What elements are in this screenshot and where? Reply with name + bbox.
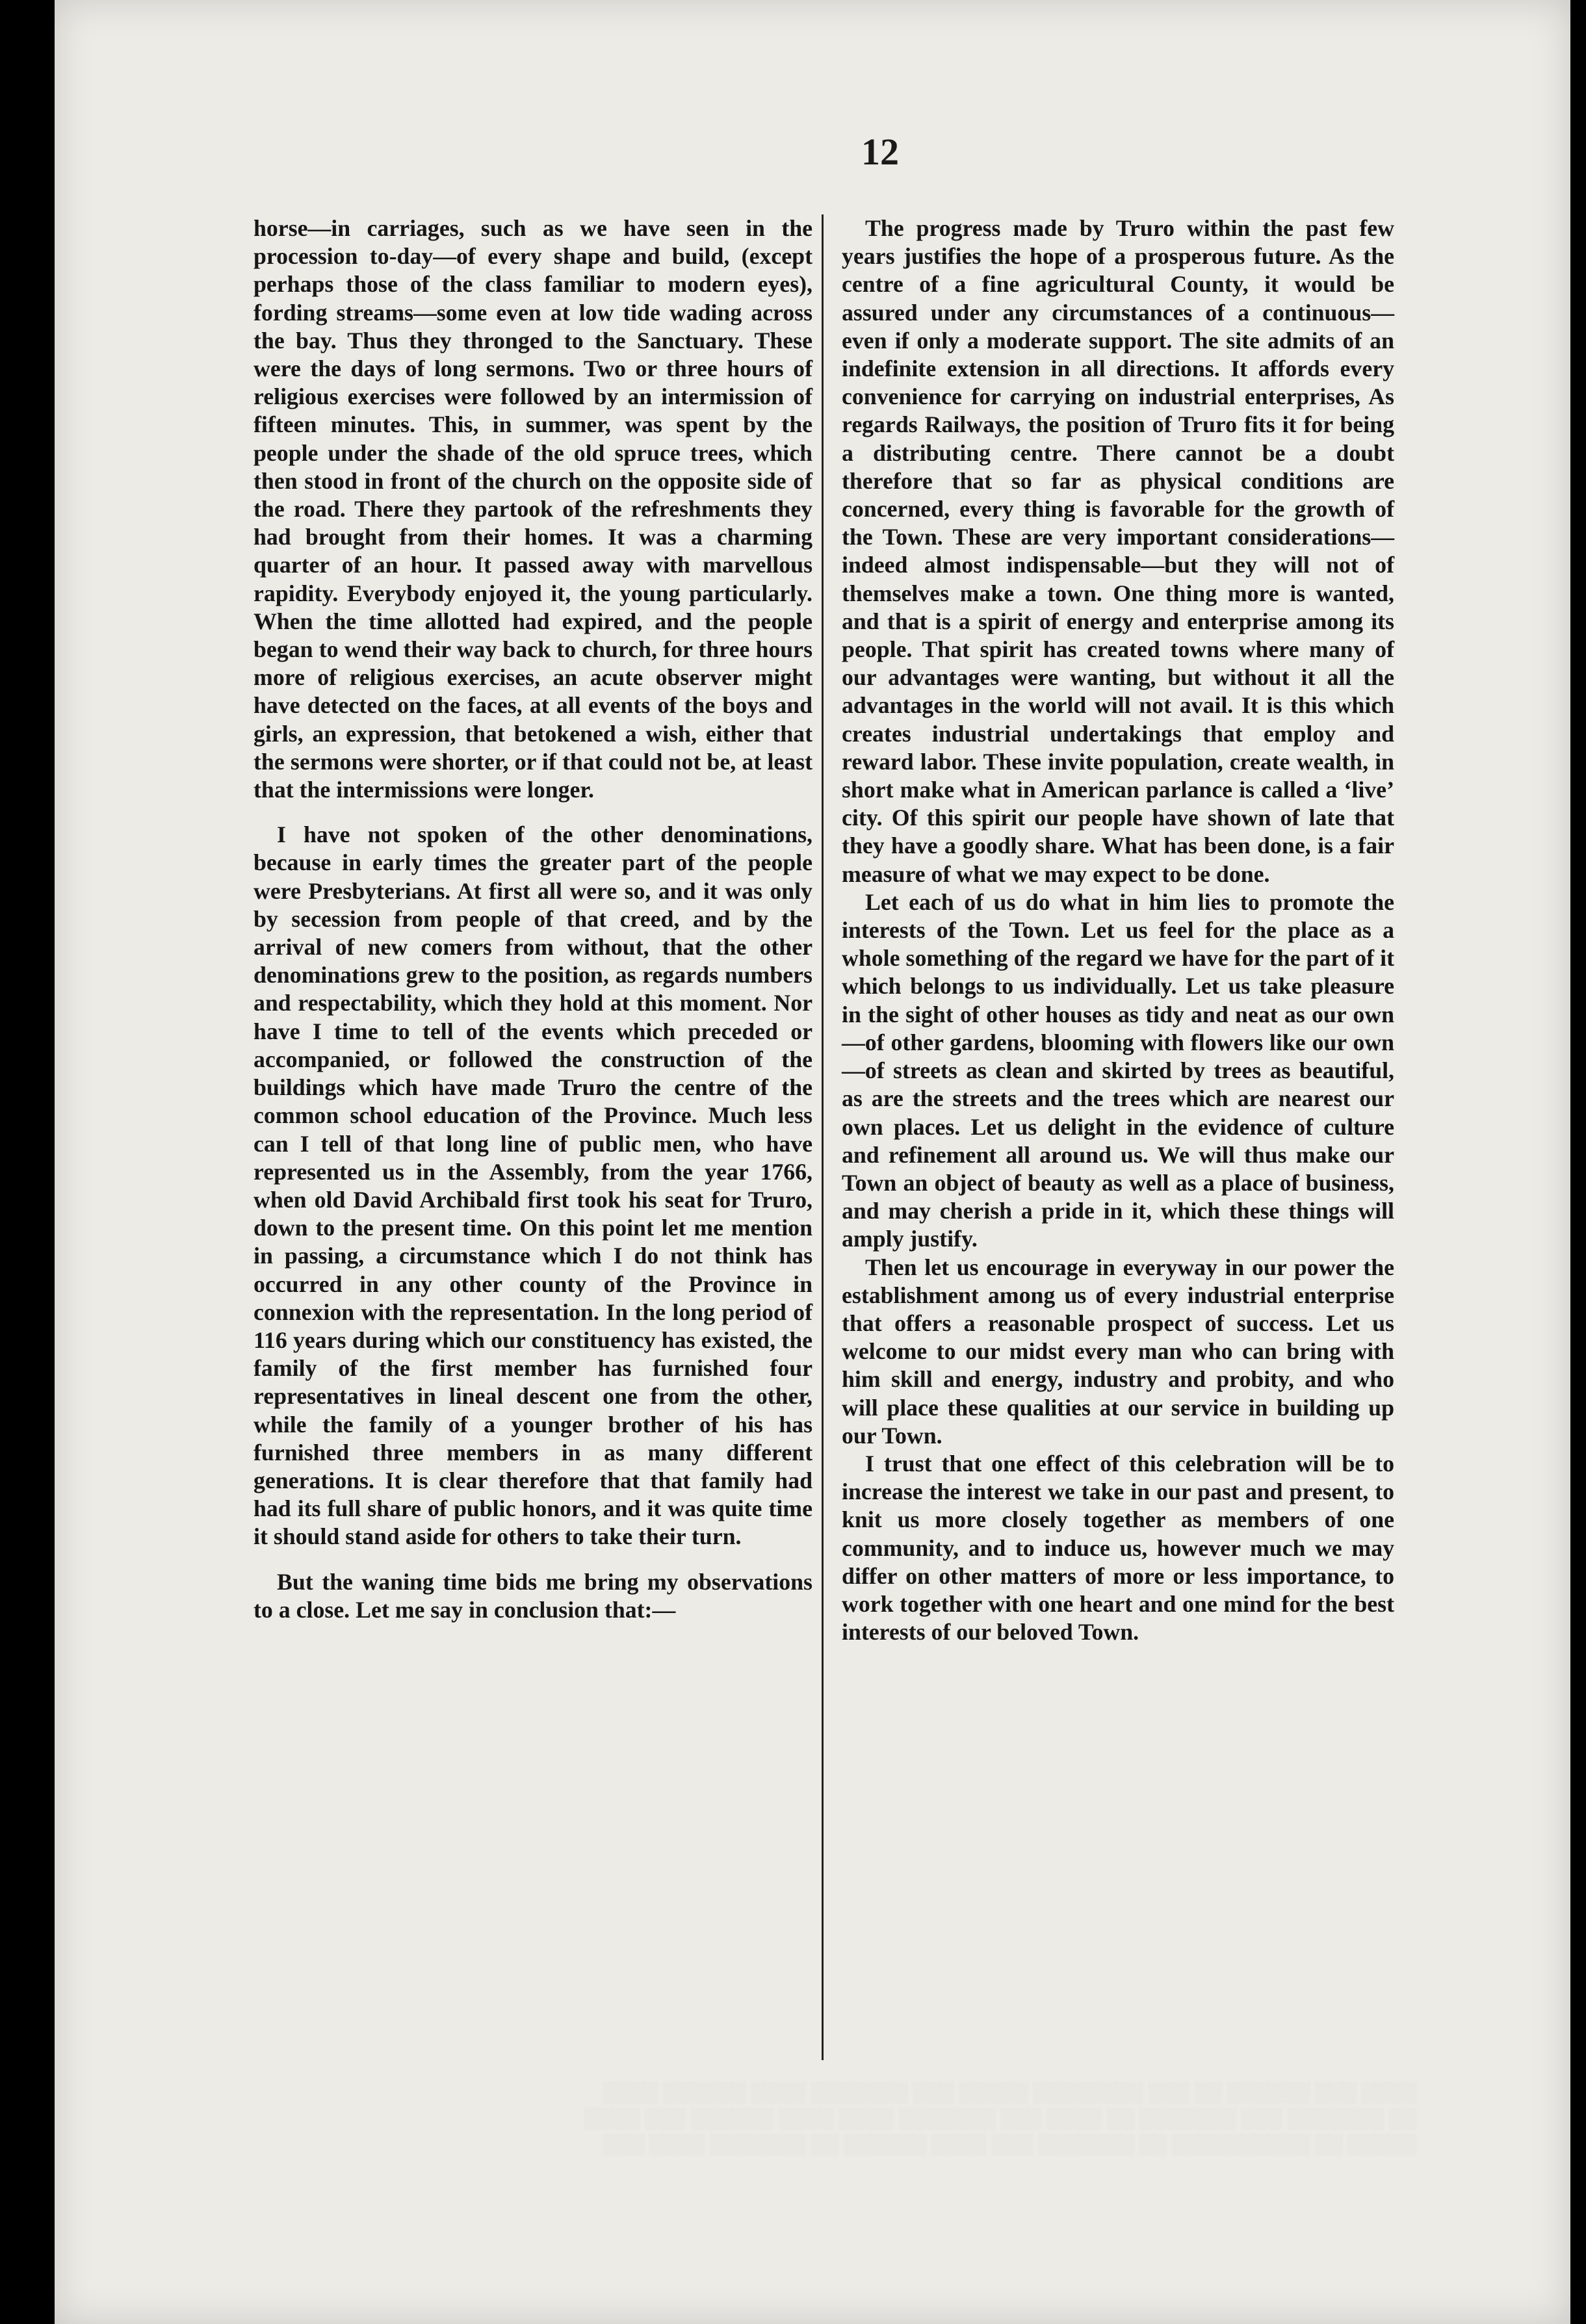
column-divider — [822, 214, 824, 2060]
paragraph: But the waning time bids me bring my observations to a close. Let me say in conclusion that:— — [254, 1568, 812, 1623]
show-through-text: ░░░░ ░░░ ░░░░░░ ░░ ░░░ ░░░░░░░░ ░░░░░ ░░░ ░░░░░░░ ░░░░ ░░░░░░ ░░░░ ░░ ░░░░░░░ ░░░ ░░░░░░░ ░░ ░░░░ ░░░ ░░░░░░░ ░░░░ ░░░░ ░░░░░░ ░░░ ░░░░ ░░░░░ ░░ ░░░░░░░░░░ ░░ ░░░░░░░ ░░░ ░░░░ ░░░░░░ ░░ ░░░░░░░ ░░░░ ░░░ — [584, 2082, 1417, 2155]
paragraph: Then let us encourage in everyway in our power the establishment among us of every industrial enterprise that offers a reasonable prospect of success. Let us welcome to our midst every man who can bring with him skill and energy, industry and probity, and who will place these qualities at our service in building up our Town. — [842, 1254, 1394, 1449]
left-column — [254, 214, 812, 1641]
paragraph: horse—in carriages, such as we have seen in the procession to-day—of every shape and build, (except perhaps those of the class familiar to modern eyes), fording streams—some even at low tide wading across the bay. Thus they thronged to the Sanctuary. These were the days of long sermons. Two or three hours of religious exercises were followed by an intermission of fifteen minutes. This, in summer, was spent by the people under the shade of the old spruce trees, which then stood in front of the church on the opposite side of the road. There they partook of the refreshments they had brought from their homes. It was a charming quarter of an hour. It passed away with marvellous rapidity. Everybody enjoyed it, the young particularly. When the time allotted had expired, and the people began to wend their way back to church, for three hours more of religious exercises, an acute observer might have detected on the faces, at all events of the boys and girls, an expression, that betokened a wish, either that the sermons were shorter, or if that could not be, at least that the intermissions were longer. — [254, 215, 812, 803]
paragraph: Let each of us do what in him lies to promote the interests of the Town. Let us feel for the place as a whole something of the regard we have for the part of it which belongs to us individually. Let us take pleasure in the sight of other houses as tidy and neat as our own—of other gardens, blooming with flowers like our own—of streets as clean and skirted by trees as beautiful, as are the streets and the trees which are nearest our own places. Let us delight in the evidence of culture and refinement all around us. We will thus make our Town an object of beauty as well as a place of business, and may cherish a pride in it, which these things will amply justify. — [842, 888, 1394, 1252]
paragraph: The progress made by Truro within the past few years justifies the hope of a prosperous future. As the centre of a fine agricultural County, it would be assured under any circumstances of a continuous—even if only a moderate support. The site admits of an indefinite extension in all directions. It affords every convenience for carrying on industrial enterprises, As regards Railways, the position of Truro fits it for being a distributing centre. There cannot be a doubt therefore that so far as physical conditions are concerned, every thing is favorable for the growth of the Town. These are very important considerations—indeed almost indispensable—but they will not of themselves make a town. One thing more is wanted, and that is a spirit of energy and enterprise among its people. That spirit has created towns where many of our advantages were wanting, but without it all the advantages in the world will not avail. It is this which creates industrial undertakings that employ and reward labor. These invite population, create wealth, in short make what in American parlance is called a ‘live’ city. Of this spirit our people have shown of late that they have a goodly share. What has been done, is a fair measure of what we may expect to be done. — [842, 215, 1394, 887]
page-number: 12 — [861, 131, 899, 173]
paragraph: I trust that one effect of this celebration will be to increase the interest we take in our past and present, to knit us more closely together as members of one community, and to induce us, however much we may differ on other matters of more or less importance, to work together with one heart and one mind for the best interests of our beloved Town. — [842, 1450, 1394, 1646]
paragraph: I have not spoken of the other denominations, because in early times the greater part of the people were Presbyterians. At first all were so, and it was only by secession from people of that creed, and by the arrival of new comers from without, that the other denominations grew to the position, as regards numbers and respectability, which they hold at this moment. Nor have I time to tell of the events which preceded or accompanied, or followed the construction of the buildings which have made Truro the centre of the common school education of the Province. Much less can I tell of that long line of public men, who have represented us in the Assembly, from the year 1766, when old David Archibald first took his seat for Truro, down to the present time. On this point let me mention in passing, a circumstance which I do not think has occurred in any other county of the Province in connexion with the representation. In the long period of 116 years during which our constituency has existed, the family of the first member has furnished four representatives in lineal descent one from the other, while the family of a younger brother of his has furnished three members in as many different generations. It is clear therefore that that family had had its full share of public honors, and it was quite time it should stand aside for others to take their turn. — [254, 821, 812, 1550]
right-column — [842, 214, 1394, 1646]
